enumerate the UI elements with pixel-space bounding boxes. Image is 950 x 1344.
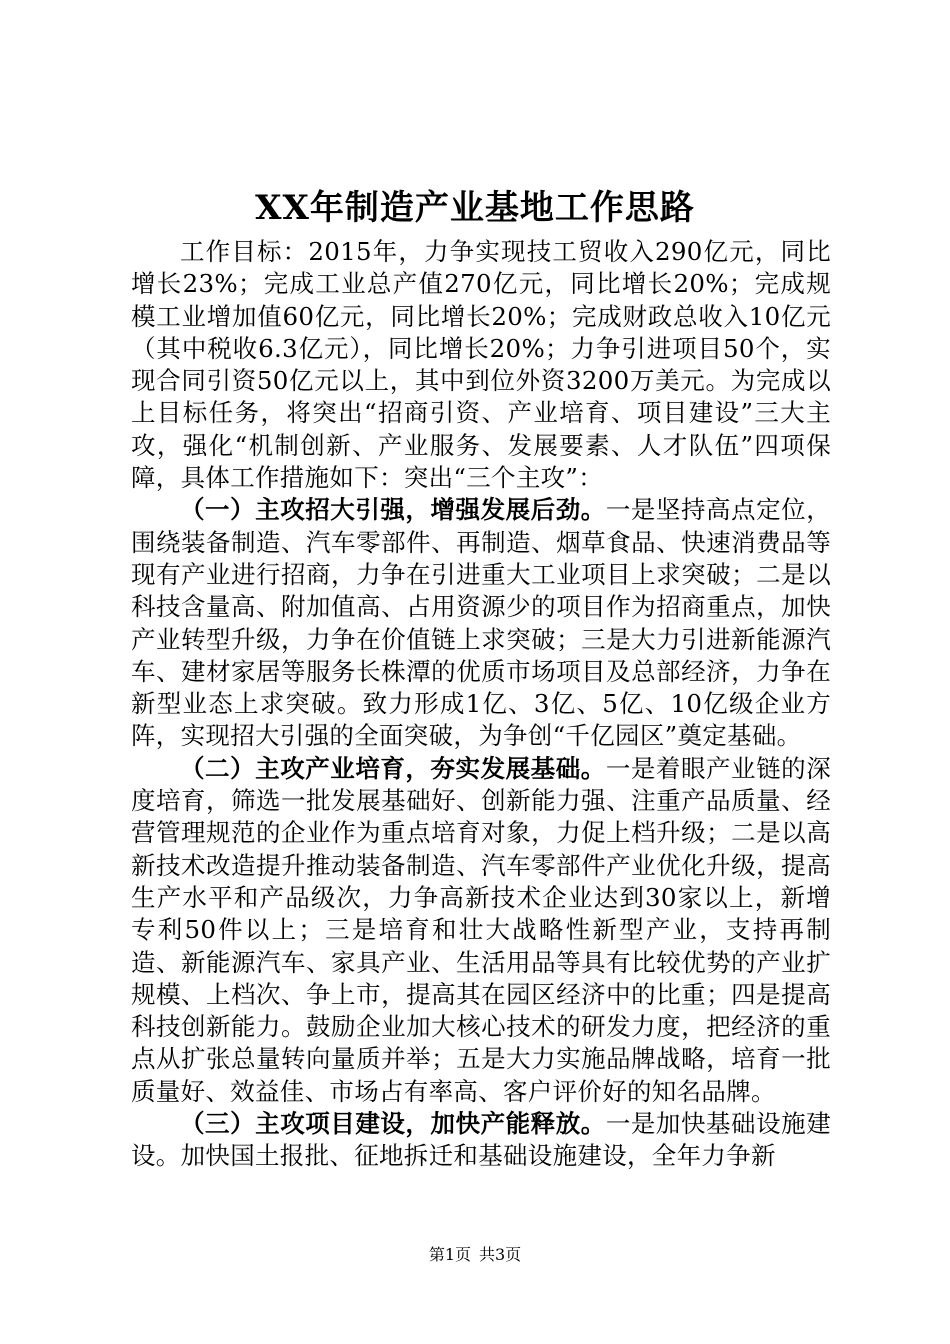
paragraph-text: 工作目标：2015年，力争实现技工贸收入290亿元，同比增长23%；完成工业总产值270亿元，同比增长20%；完成规模工业增加值60亿元，同比增长20%；完成财政总收入10亿元（其中税收6.3亿元），同比增长20%；力争引进项目50个，实现合同引资50亿元以上，其中到位外资3200万美元。为完成以上目标任务，将突出“招商引资、产业培育、项目建设”三大主攻，强化“机制创新、产业服务、发展要素、人才队伍”四项保障，具体工作措施如下：突出“三个主攻”：	[131, 237, 831, 493]
paragraph-text: 一是加快基础设施建设。加快国土报批、征地拆迁和基础设施建设，全年力争新	[131, 1109, 831, 1171]
paragraph-lead: （二）主攻产业培育，夯实发展基础。	[180, 753, 606, 783]
paragraph-text: 一是坚持高点定位，围绕装备制造、汽车零部件、再制造、烟草食品、快速消费品等现有产业进行招商，力争在引进重大工业项目上求突破；二是以科技含量高、附加值高、占用资源少的项目作为招商重点，加快产业转型升级，力争在价值链上求突破；三是大力引进新能源汽车、建材家居等服务长株潭的优质市场项目及总部经济，力争在新型业态上求突破。致力形成1亿、3亿、5亿、10亿级企业方阵，实现招大引强的全面突破，为争创“千亿园区”奠定基础。	[131, 495, 831, 751]
paragraph-lead: （一）主攻招大引强，增强发展后劲。	[180, 495, 606, 525]
paragraph-section-2	[131, 753, 831, 1108]
document-title: XX年制造产业基地工作思路	[255, 188, 695, 228]
paragraph-goals	[131, 236, 831, 494]
paragraph-text: 一是着眼产业链的深度培育，筛选一批发展基础好、创新能力强、注重产品质量、经营管理规范的企业作为重点培育对象，力促上档升级；二是以高新技术改造提升推动装备制造、汽车零部件产业优化升级，提高生产水平和产品级次，力争高新技术企业达到30家以上，新增专利50件以上；三是培育和壮大战略性新型产业，支持再制造、新能源汽车、家具产业、生活用品等具有比较优势的产业扩规模、上档次、争上市，提高其在园区经济中的比重；四是提高科技创新能力。鼓励企业加大核心技术的研发力度，把经济的重点从扩张总量转向量质并举；五是大力实施品牌战略，培育一批质量好、效益佳、市场占有率高、客户评价好的知名品牌。	[131, 753, 831, 1106]
paragraph-section-1	[131, 494, 831, 752]
page-number: 第1页	[428, 1245, 471, 1264]
page-footer	[0, 1243, 950, 1267]
page-total: 共3页	[479, 1245, 522, 1264]
document-body	[131, 236, 831, 1173]
paragraph-lead: （三）主攻项目建设，加快产能释放。	[180, 1109, 606, 1139]
paragraph-section-3	[131, 1108, 831, 1173]
